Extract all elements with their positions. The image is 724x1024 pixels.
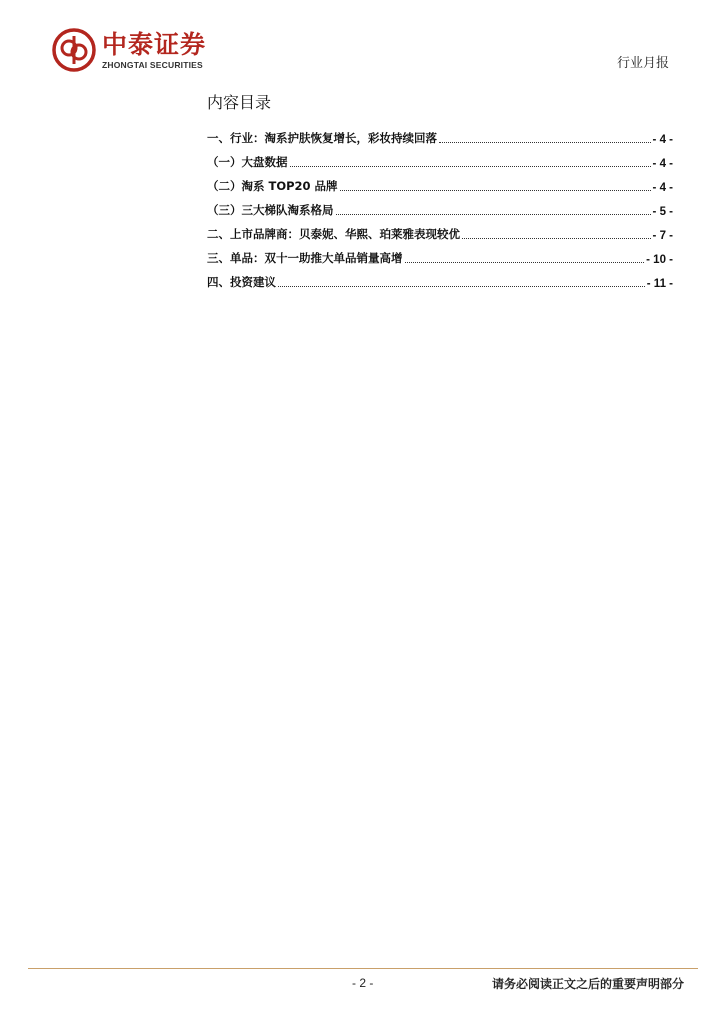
toc-title: 内容目录 — [207, 93, 272, 112]
toc-leader-dots — [336, 213, 651, 215]
toc-entry[interactable] — [207, 266, 673, 290]
toc-entry-label: 二、上市品牌商：贝泰妮、华熙、珀莱雅表现较优 — [207, 227, 460, 241]
toc-entry-page: - 4 - — [652, 158, 673, 170]
toc-leader-dots — [290, 165, 651, 167]
toc-entry[interactable] — [207, 122, 673, 146]
toc-entry[interactable] — [207, 218, 673, 242]
toc-entry-page: - 4 - — [652, 182, 673, 194]
logo-english-name: ZHONGTAI SECURITIES — [102, 59, 203, 70]
toc-leader-dots — [462, 237, 651, 239]
footer-divider — [28, 968, 698, 969]
report-type-label: 行业月报 — [616, 56, 669, 71]
logo-chinese-name: 中泰证券 — [102, 29, 207, 59]
toc-entry-label: （一）大盘数据 — [207, 155, 288, 169]
toc-entry[interactable] — [207, 242, 673, 266]
toc-entry-page: - 7 - — [652, 230, 673, 242]
toc-entry-page: - 5 - — [652, 206, 673, 218]
toc-leader-dots — [439, 141, 651, 143]
zhongtai-logo-icon — [52, 28, 96, 72]
toc-entry-label: 四、投资建议 — [207, 275, 276, 289]
toc-leader-dots — [278, 285, 645, 287]
disclaimer-note: 请务必阅读正文之后的重要声明部分 — [491, 977, 684, 991]
toc-entry[interactable] — [207, 170, 673, 194]
page-number: - 2 - — [352, 976, 374, 990]
toc-leader-dots — [405, 261, 645, 263]
toc-entry-label: 一、行业：淘系护肤恢复增长，彩妆持续回落 — [207, 131, 437, 145]
page-header — [0, 0, 724, 90]
toc-entry[interactable] — [207, 194, 673, 218]
table-of-contents — [207, 90, 673, 290]
toc-leader-dots — [340, 189, 651, 191]
toc-entry-label: （三）三大梯队淘系格局 — [207, 203, 334, 217]
company-logo — [52, 28, 206, 72]
toc-entry-label: （二）淘系 TOP20 品牌 — [207, 179, 338, 193]
toc-entry-page: - 10 - — [646, 254, 673, 266]
toc-entry-page: - 4 - — [652, 134, 673, 146]
toc-entry[interactable] — [207, 146, 673, 170]
toc-entry-page: - 11 - — [646, 278, 673, 290]
toc-entry-label: 三、单品：双十一助推大单品销量高增 — [207, 251, 403, 265]
